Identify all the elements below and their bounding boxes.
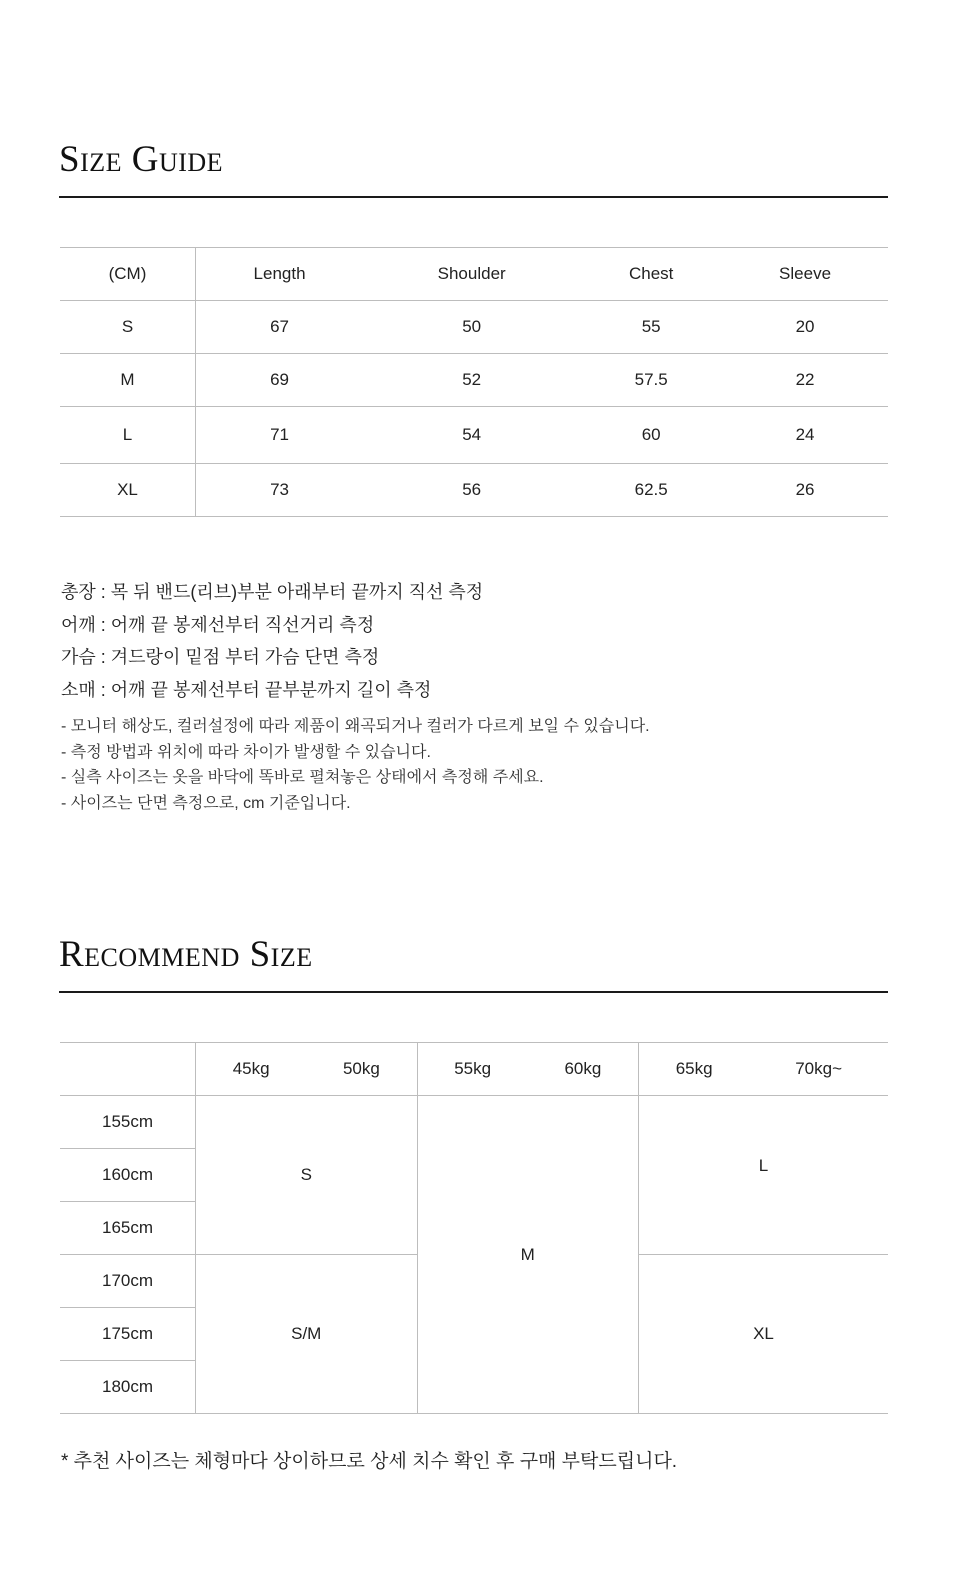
size-cell-s: S	[196, 1096, 418, 1255]
chest-value: 57.5	[580, 354, 722, 407]
size-label: S	[60, 301, 196, 354]
note-shoulder: 어깨 : 어깨 끝 봉제선부터 직선거리 측정	[61, 614, 375, 635]
weight-label: 60kg	[528, 1043, 639, 1096]
height-label: 165cm	[60, 1202, 196, 1255]
disclaimer-item: - 모니터 해상도, 컬러설정에 따라 제품이 왜곡되거나 컬러가 다르게 보일 수 있습니다.	[61, 718, 650, 735]
header-unit: (CM)	[60, 248, 196, 301]
chest-value: 62.5	[580, 464, 722, 517]
height-label: 175cm	[60, 1308, 196, 1361]
size-guide-table	[60, 247, 888, 517]
disclaimer-item: - 사이즈는 단면 측정으로, cm 기준입니다.	[61, 794, 351, 812]
table-row	[60, 407, 888, 464]
size-guide-title: Size Guide	[59, 139, 224, 180]
size-label: XL	[60, 464, 196, 517]
note-length: 총장 : 목 뒤 밴드(리브)부분 아래부터 끝까지 직선 측정	[61, 582, 484, 602]
chest-value: 55	[580, 301, 722, 354]
chest-value: 60	[580, 407, 722, 464]
measurement-notes	[61, 576, 483, 706]
disclaimer-item: - 측정 방법과 위치에 따라 차이가 발생할 수 있습니다.	[61, 743, 431, 761]
disclaimer-item: - 실측 사이즈는 옷을 바닥에 똑바로 펼쳐놓은 상태에서 측정해 주세요.	[61, 769, 544, 786]
recommend-size-table	[60, 1042, 888, 1414]
shoulder-value: 52	[363, 354, 580, 407]
header-shoulder: Shoulder	[363, 248, 580, 301]
length-value: 67	[196, 301, 364, 354]
sleeve-value: 24	[722, 407, 888, 464]
size-cell-m: M	[417, 1096, 639, 1414]
table-row	[60, 1096, 888, 1149]
sleeve-value: 26	[722, 464, 888, 517]
note-chest: 가슴 : 겨드랑이 밑점 부터 가슴 단면 측정	[61, 647, 380, 667]
header-length: Length	[196, 248, 364, 301]
shoulder-value: 56	[363, 464, 580, 517]
header-chest: Chest	[580, 248, 722, 301]
length-value: 73	[196, 464, 364, 517]
recommend-size-title: Recommend Size	[59, 934, 313, 975]
height-label: 160cm	[60, 1149, 196, 1202]
weight-label: 45kg	[196, 1043, 307, 1096]
sleeve-value: 22	[722, 354, 888, 407]
size-cell-l: L	[639, 1096, 889, 1255]
table-row	[60, 464, 888, 517]
table-row	[60, 354, 888, 407]
size-guide-header-row	[60, 248, 888, 301]
size-label: M	[60, 354, 196, 407]
height-label: 180cm	[60, 1361, 196, 1414]
sleeve-value: 20	[722, 301, 888, 354]
size-guide-title-rule	[59, 196, 888, 198]
note-sleeve: 소매 : 어깨 끝 봉제선부터 끝부분까지 길이 측정	[61, 679, 432, 700]
size-cell-sm: S/M	[196, 1255, 418, 1414]
height-label: 170cm	[60, 1255, 196, 1308]
recommend-footnote: * 추천 사이즈는 체형마다 상이하므로 상세 치수 확인 후 구매 부탁드립니다.	[61, 1451, 678, 1472]
height-label: 155cm	[60, 1096, 196, 1149]
header-sleeve: Sleeve	[722, 248, 888, 301]
size-label: L	[60, 407, 196, 464]
shoulder-value: 50	[363, 301, 580, 354]
weight-header-row	[60, 1043, 888, 1096]
length-value: 71	[196, 407, 364, 464]
length-value: 69	[196, 354, 364, 407]
weight-label: 55kg	[417, 1043, 528, 1096]
recommend-size-title-rule	[59, 991, 888, 993]
weight-label: 50kg	[306, 1043, 417, 1096]
corner-cell	[60, 1043, 196, 1096]
weight-label: 65kg	[639, 1043, 750, 1096]
shoulder-value: 54	[363, 407, 580, 464]
disclaimer-list	[61, 714, 650, 816]
table-row	[60, 301, 888, 354]
weight-label: 70kg~	[749, 1043, 888, 1096]
size-cell-xl: XL	[639, 1255, 889, 1414]
